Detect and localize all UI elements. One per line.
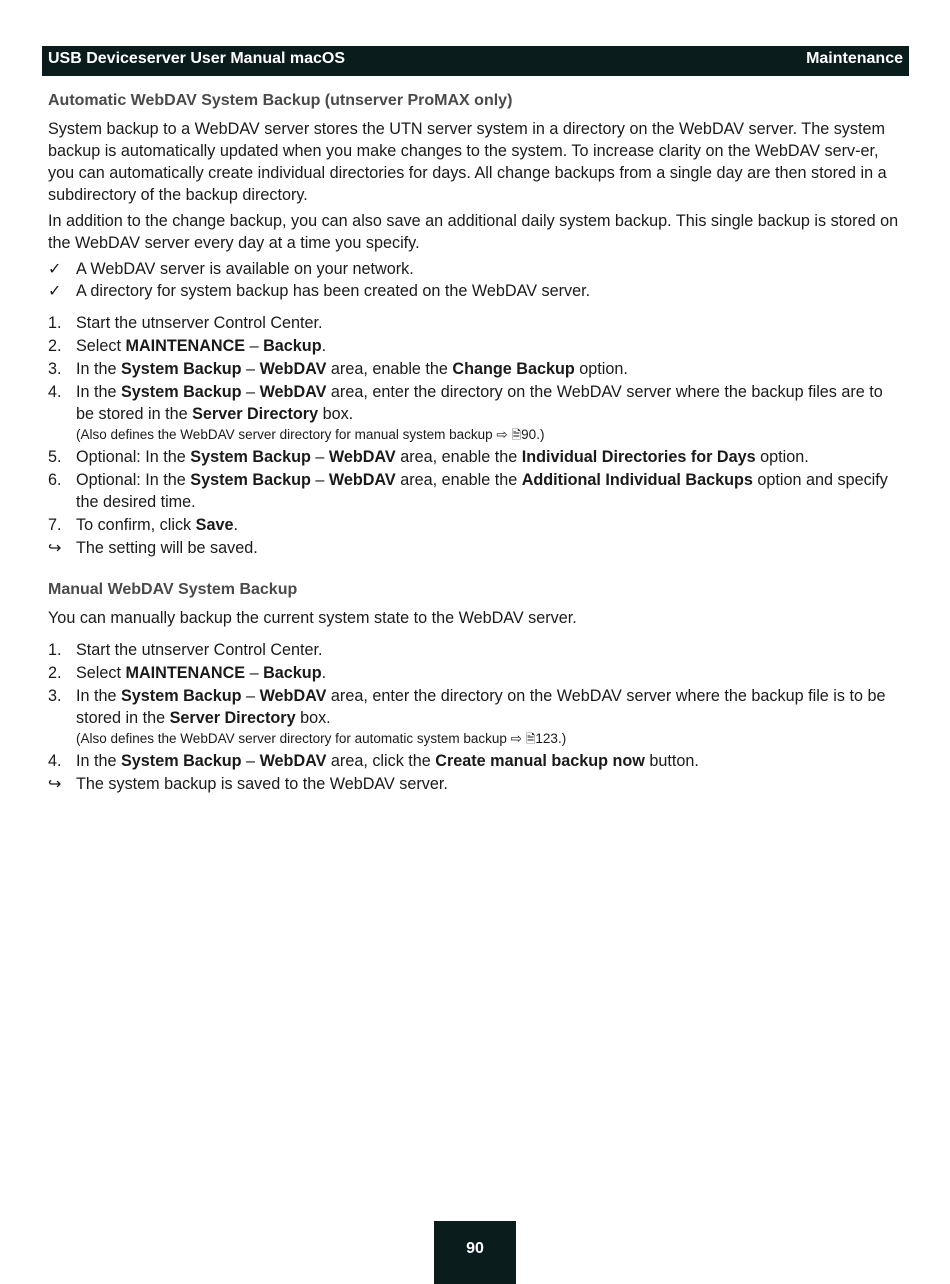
page-reference-icon: 🗎 [511,428,522,442]
result-arrow-icon: ↪ [48,539,62,557]
prerequisite-item: ✓ A WebDAV server is available on your network. [48,260,414,278]
manual-steps-list [48,639,904,795]
step-item: 3. In the System Backup – WebDAV area, enable the Change Backup option. [48,360,628,378]
page-number: 90 [434,1221,516,1284]
step-item: 2. Select MAINTENANCE – Backup. [48,337,327,355]
result-item: ↪ The system backup is saved to the WebDAV server. [48,775,448,793]
cross-reference-note: (Also defines the WebDAV server directory for automatic system backup ⇨ 🗎123.) [76,731,567,746]
page-content [48,90,904,796]
step-item: 3. In the System Backup – WebDAV area, enter the directory on the WebDAV server where the backup file is to be stored in the Server Directory box. (Also defines the WebDAV server directory for automatic system backup ⇨ 🗎123.) [48,685,904,749]
auto-steps-list [48,312,904,559]
auto-intro-paragraph: System backup to a WebDAV server stores the UTN server system in a directory on the WebDAV server. The system backup is automatically updated when you make changes to the system. To increase clarity on the WebDAV serv-er, you can automatically create individual directories for days. All change backups from a single day are then stored in a subdirectory of the backup directory. [48,120,887,204]
step-item: 5. Optional: In the System Backup – WebDAV area, enable the Individual Directories for Days option. [48,448,809,466]
checkmark-icon: ✓ [48,282,62,300]
manual-intro-paragraph: You can manually backup the current system state to the WebDAV server. [48,609,577,627]
step-item: 7. To confirm, click Save. [48,516,238,534]
prerequisite-item: ✓ A directory for system backup has been created on the WebDAV server. [48,282,591,300]
section-title: Maintenance [806,50,903,67]
step-item: 6. Optional: In the System Backup – WebDAV area, enable the Additional Individual Backups option and specify the desired time. [48,471,888,511]
cross-reference-note: (Also defines the WebDAV server directory for manual system backup ⇨ 🗎90.) [76,427,545,442]
manual-title: USB Deviceserver User Manual macOS [48,50,346,67]
step-item: 4. In the System Backup – WebDAV area, click the Create manual backup now button. [48,752,699,770]
checkmark-icon: ✓ [48,260,62,278]
manual-backup-heading: Manual WebDAV System Backup [48,581,298,598]
result-item: ↪ The setting will be saved. [48,539,258,557]
step-item: 4. In the System Backup – WebDAV area, enter the directory on the WebDAV server where the backup files are to be stored in the Server Directory box. (Also defines the WebDAV server directory for manual system backup ⇨ 🗎90.) [48,381,904,445]
step-item: 1. Start the utnserver Control Center. [48,314,323,332]
page-reference-link[interactable]: 123 [535,731,558,746]
page-header [42,46,909,76]
prerequisites-list [48,258,904,302]
page-reference-link[interactable]: 90 [521,427,537,442]
step-item: 2. Select MAINTENANCE – Backup. [48,664,327,682]
auto-daily-paragraph: In addition to the change backup, you can also save an additional daily system backup. This single backup is stored on the WebDAV server every day at a time you specify. [48,212,899,252]
result-arrow-icon: ↪ [48,775,62,793]
step-item: 1. Start the utnserver Control Center. [48,641,323,659]
auto-backup-heading: Automatic WebDAV System Backup (utnserver ProMAX only) [48,92,513,109]
page-reference-icon: 🗎 [525,732,536,746]
